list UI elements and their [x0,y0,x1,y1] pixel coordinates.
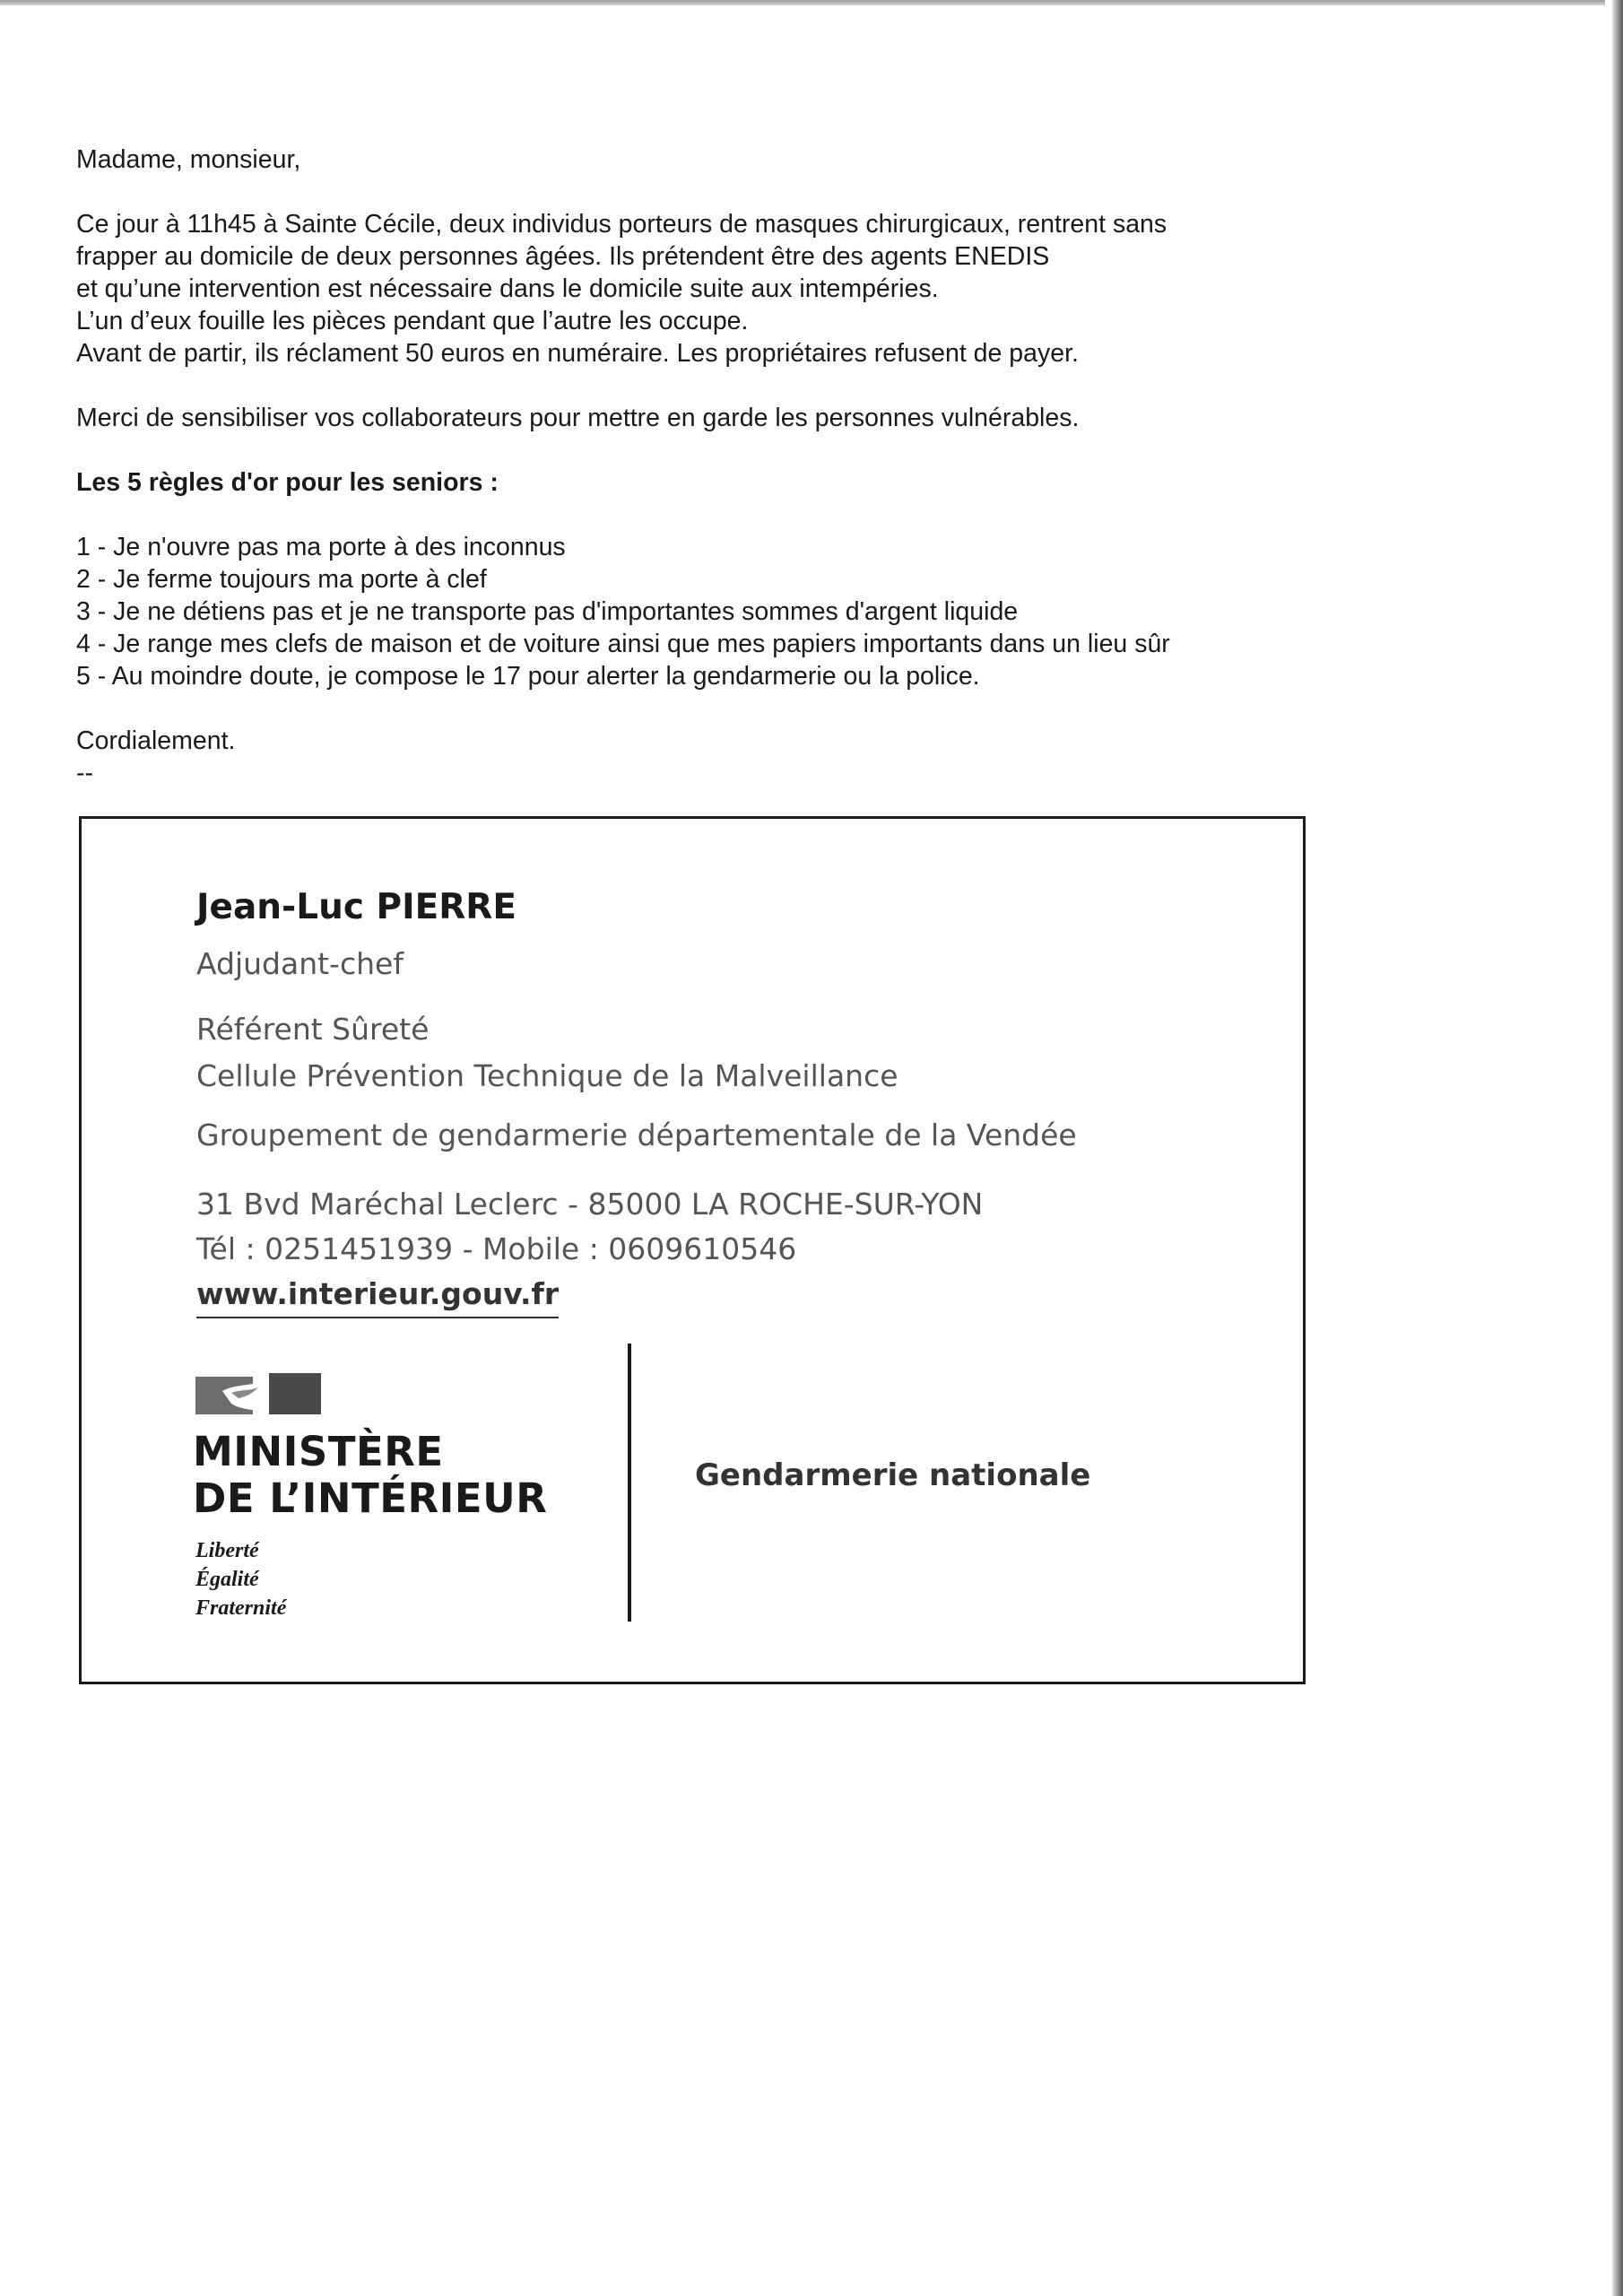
signature-separator: -- [76,759,93,787]
signature-card [79,816,1306,1684]
signer-phones: Tél : 0251451939 - Mobile : 0609610546 [196,1231,797,1266]
signer-name: Jean-Luc PIERRE [196,887,516,927]
republic-motto [195,1536,286,1622]
ministry-name-line: DE L’INTÉRIEUR [193,1474,548,1522]
incident-line: frapper au domicile de deux personnes âgées. Ils prétendent être des agents ENEDIS [76,242,1050,271]
incident-line: Ce jour à 11h45 à Sainte Cécile, deux individus porteurs de masques chirurgicaux, rentrent sans [76,210,1167,239]
marianne-logo-icon [195,1373,321,1416]
rule-item: 1 - Je n'ouvre pas ma porte à des inconnus [76,533,566,561]
website-link[interactable]: www.interieur.gouv.fr [196,1276,559,1318]
rule-item: 4 - Je range mes clefs de maison et de voiture ainsi que mes papiers importants dans un lieu sûr [76,630,1170,658]
rule-item: 2 - Je ferme toujours ma porte à clef [76,565,487,594]
incident-line: et qu’une intervention est nécessaire dans le domicile suite aux intempéries. [76,274,939,303]
incident-line: Avant de partir, ils réclament 50 euros en numéraire. Les propriétaires refusent de payer. [76,339,1079,368]
motto-word: Liberté [195,1539,259,1562]
request-paragraph: Merci de sensibiliser vos collaborateurs pour mettre en garde les personnes vulnérables. [76,404,1080,432]
rule-item: 5 - Au moindre doute, je compose le 17 pour alerter la gendarmerie ou la police. [76,662,980,691]
motto-word: Égalité [195,1568,259,1591]
signer-role: Référent Sûreté [196,1012,430,1047]
letter-body [76,144,1332,789]
incident-line: L’un d’eux fouille les pièces pendant que l’autre les occupe. [76,307,749,335]
rules-title: Les 5 règles d'or pour les seniors : [76,468,499,497]
greeting: Madame, monsieur, [76,145,301,174]
service-name: Gendarmerie nationale [695,1457,1091,1493]
signer-group: Groupement de gendarmerie départementale de la Vendée [196,1118,1077,1152]
rules-list [76,531,1332,692]
motto-word: Fraternité [195,1596,287,1620]
closing: Cordialement. [76,726,236,755]
rule-item: 3 - Je ne détiens pas et je ne transporte pas d'importantes sommes d'argent liquide [76,597,1019,626]
incident-paragraph [76,208,1332,370]
signer-address: 31 Bvd Maréchal Leclerc - 85000 LA ROCHE-SUR-YON [196,1187,984,1222]
ministry-name [193,1429,547,1522]
signer-rank: Adjudant-chef [196,946,404,981]
scan-edge-right [1612,0,1623,2296]
signer-unit: Cellule Prévention Technique de la Malveillance [196,1058,898,1093]
ministry-name-line: MINISTÈRE [193,1428,444,1475]
scan-edge-top [0,0,1605,5]
logo-divider [628,1344,631,1622]
